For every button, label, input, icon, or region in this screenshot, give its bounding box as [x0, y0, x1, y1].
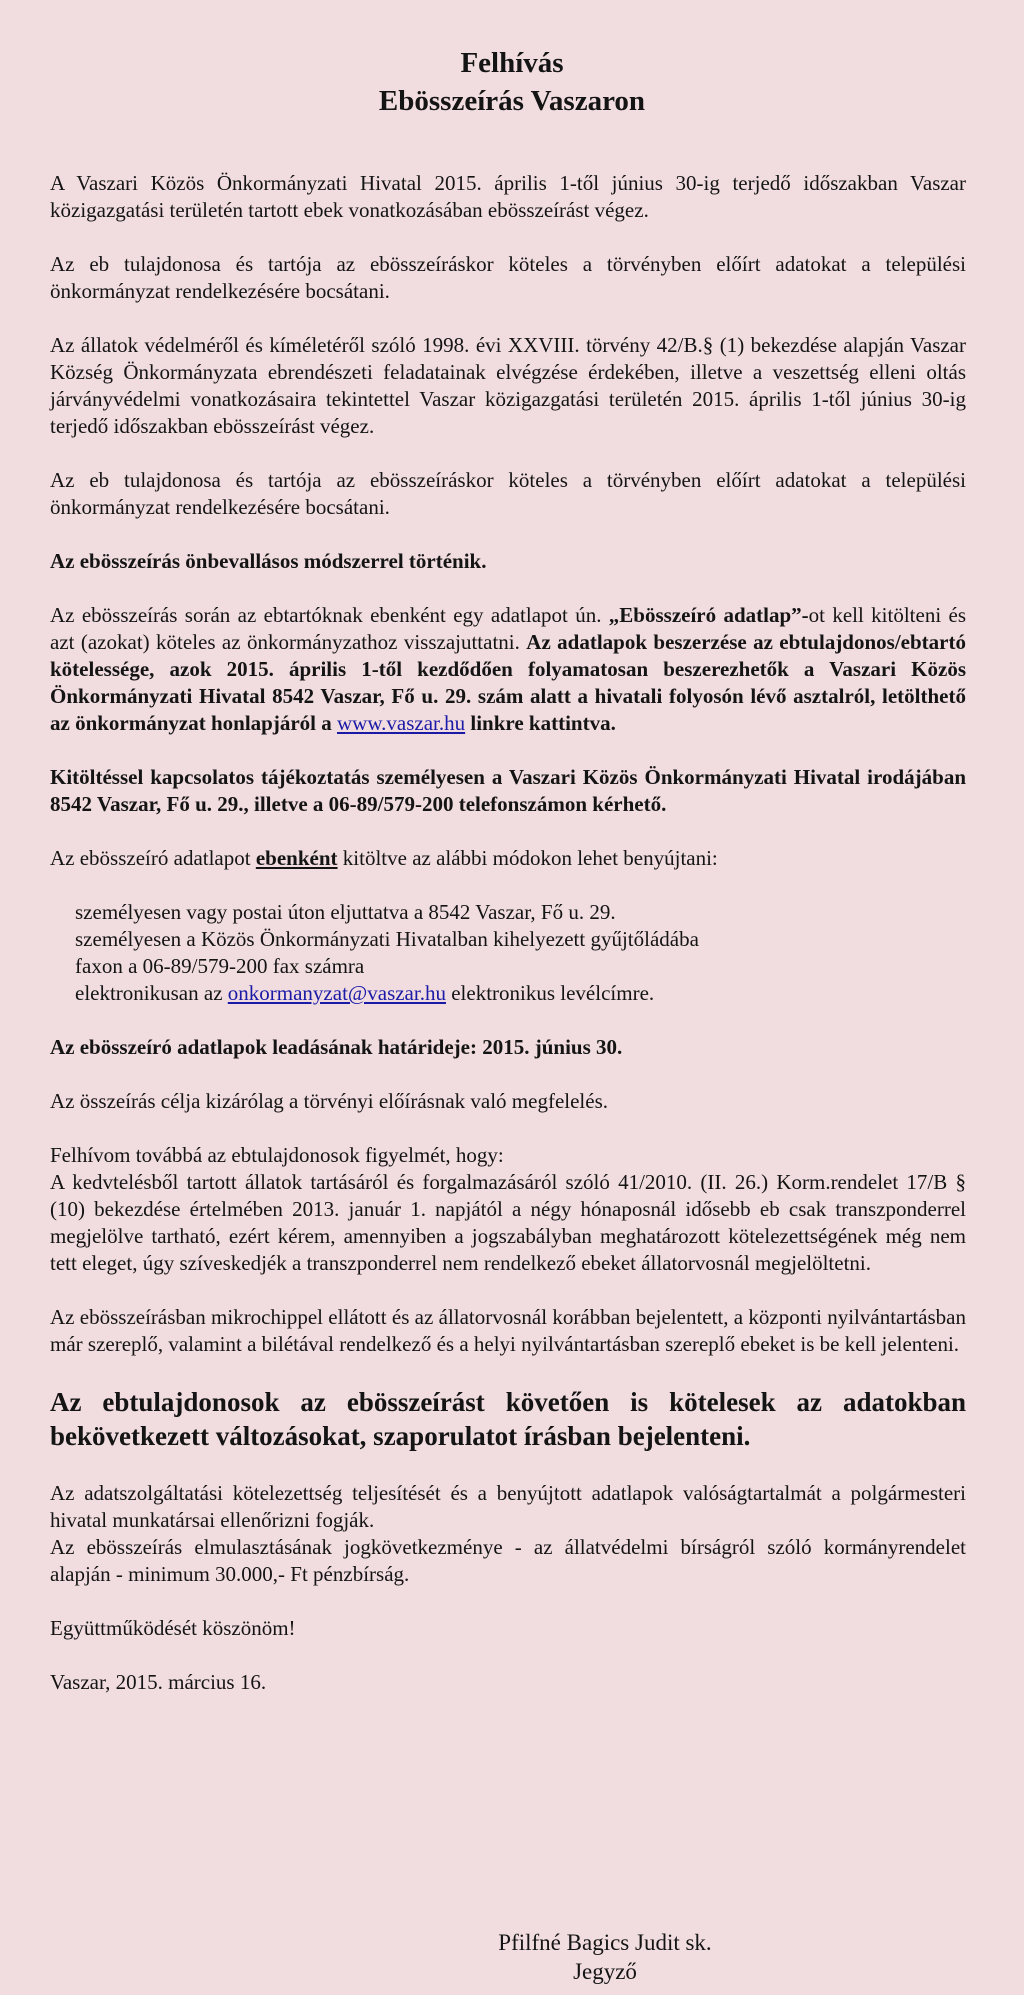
- method-item-box: személyesen a Közös Önkormányzati Hivatalban kihelyezett gyűjtőládába: [75, 927, 699, 951]
- signature-role: Jegyző: [573, 1959, 637, 1984]
- p14-text-a: Az adatszolgáltatási kötelezettség teljesítését és a benyújtott adatlapok valóságtartalmát a polgármesteri hivatal munkatársai ellenőrizni fogják.: [50, 1481, 966, 1532]
- paragraph-5-method: Az ebösszeírás önbevallásos módszerrel történik.: [50, 549, 487, 573]
- title-line-1: Felhívás: [460, 47, 564, 79]
- paragraph-1: A Vaszari Közös Önkormányzati Hivatal 2015. április 1-től június 30-ig terjedő időszakban Vaszar közigazgatási területén tartott ebek vonatkozásában ebösszeírást végez.: [50, 171, 966, 222]
- p11-text-a: Felhívom továbbá az ebtulajdonosok figyelmét, hogy:: [50, 1143, 504, 1167]
- p6-text-b: „Ebösszeíró adatlap”-: [608, 603, 809, 627]
- document-body: [50, 170, 966, 1723]
- paragraph-2: Az eb tulajdonosa és tartója az ebösszeíráskor köteles a törvényben előírt adatokat a települési önkormányzat rendelkezésére bocsátani.: [50, 252, 966, 303]
- paragraph-8-submit: [50, 845, 966, 872]
- paragraph-3: Az állatok védelméről és kíméletéről szóló 1998. évi XXVIII. törvény 42/B.§ (1) bekezdése alapján Vaszar Község Önkormányzata ebrendészeti feladatainak elvégzése érdekében, illetve a veszettség elleni oltás járványvédelmi vonatkozásaira tekintettel Vaszar közigazgatási területén 2015. április 1-től június 30-ig terjedő időszakban ebösszeírást végez.: [50, 333, 966, 438]
- paragraph-12: Az ebösszeírásban mikrochippel ellátott és az állatorvosnál korábban bejelentett, a központi nyilvántartásban már szereplő, valamint a bilétával rendelkező és a helyi nyilvántartásban szereplő ebeket is be kell jelenteni.: [50, 1305, 966, 1356]
- paragraph-7-info: Kitöltéssel kapcsolatos tájékoztatás személyesen a Vaszari Közös Önkormányzati Hivatal irodájában 8542 Vaszar, Fő u. 29., illetve a 06-89/579-200 telefonszámon kérhető.: [50, 765, 966, 816]
- paragraph-4: Az eb tulajdonosa és tartója az ebösszeíráskor köteles a törvényben előírt adatokat a települési önkormányzat rendelkezésére bocsátani.: [50, 468, 966, 519]
- paragraph-16-date: Vaszar, 2015. március 16.: [50, 1670, 267, 1694]
- method-email-text-b: elektronikus levélcímre.: [445, 981, 655, 1005]
- signature-block: [470, 1928, 740, 1986]
- document-title: [0, 44, 1024, 120]
- paragraph-6-adatlap: [50, 602, 966, 737]
- submission-methods-list: [75, 899, 966, 1007]
- p8-text-c: kitöltve az alábbi módokon lehet benyújtani:: [337, 846, 718, 870]
- p6-text-c: ot kell kitölteni és azt (azokat) köteles az önkormányzathoz visszajuttatni.: [50, 603, 966, 654]
- method-item-fax: faxon a 06-89/579-200 fax számra: [75, 954, 365, 978]
- paragraph-15-thanks: Együttműködését köszönöm!: [50, 1616, 296, 1640]
- method-item-post: személyesen vagy postai úton eljuttatva a 8542 Vaszar, Fő u. 29.: [75, 900, 616, 924]
- p8-text-a: Az ebösszeíró adatlapot: [50, 846, 256, 870]
- email-link[interactable]: onkormanyzat@vaszar.hu: [227, 981, 446, 1005]
- p14-text-b: Az ebösszeírás elmulasztásának jogkövetkezménye - az állatvédelmi bírságról szóló kormányrendelet alapján - minimum 30.000,- Ft pénzbírság.: [50, 1535, 966, 1586]
- title-line-2: Ebösszeírás Vaszaron: [378, 85, 646, 117]
- p11-text-b: A kedvtelésből tartott állatok tartásáról és forgalmazásáról szóló 41/2010. (II. 26.) Korm.rendelet 17/B § (10) bekezdése értelmében 2013. január 1. napjától a négy hónaposnál idősebb eb csak transzponderrel megjelölve tartható, ezért kérem, amennyiben a jogszabályban meghatározott kötelezettségének még nem tett eleget, úgy szíveskedjék a transzponderrel nem rendelkező ebeket állatorvosnál megjelöltetni.: [50, 1170, 966, 1275]
- paragraph-14: [50, 1480, 966, 1588]
- website-link[interactable]: www.vaszar.hu: [337, 711, 466, 735]
- p8-text-b: ebenként: [255, 846, 338, 870]
- p6-text-a: Az ebösszeírás során az ebtartóknak ebenként egy adatlapot ún.: [50, 603, 609, 627]
- paragraph-10: Az összeírás célja kizárólag a törvényi előírásnak való megfelelés.: [50, 1089, 609, 1113]
- paragraph-11: [50, 1142, 966, 1277]
- p6-text-d: Az adatlapok beszerzése az ebtulajdonos/ebtartó kötelessége, azok 2015. április 1-től kezdődően folyamatosan beszerezhetők a Vaszari Közös Önkormányzati Hivatal 8542 Vaszar, Fő u. 29. szám alatt a hivatali folyosón lévő asztalról, letölthető az önkormányzat honlapjáról a: [50, 630, 966, 735]
- method-email-text-a: elektronikusan az: [75, 981, 228, 1005]
- signature-name: Pfilfné Bagics Judit sk.: [498, 1930, 712, 1955]
- method-item-email: [75, 980, 966, 1007]
- paragraph-13-notice: Az ebtulajdonosok az ebösszeírást követően is kötelesek az adatokban bekövetkezett változásokat, szaporulatot írásban bejelenteni.: [50, 1387, 966, 1451]
- p6-text-e: linkre kattintva.: [465, 711, 616, 735]
- paragraph-9-deadline: Az ebösszeíró adatlapok leadásának határideje: 2015. június 30.: [50, 1035, 623, 1059]
